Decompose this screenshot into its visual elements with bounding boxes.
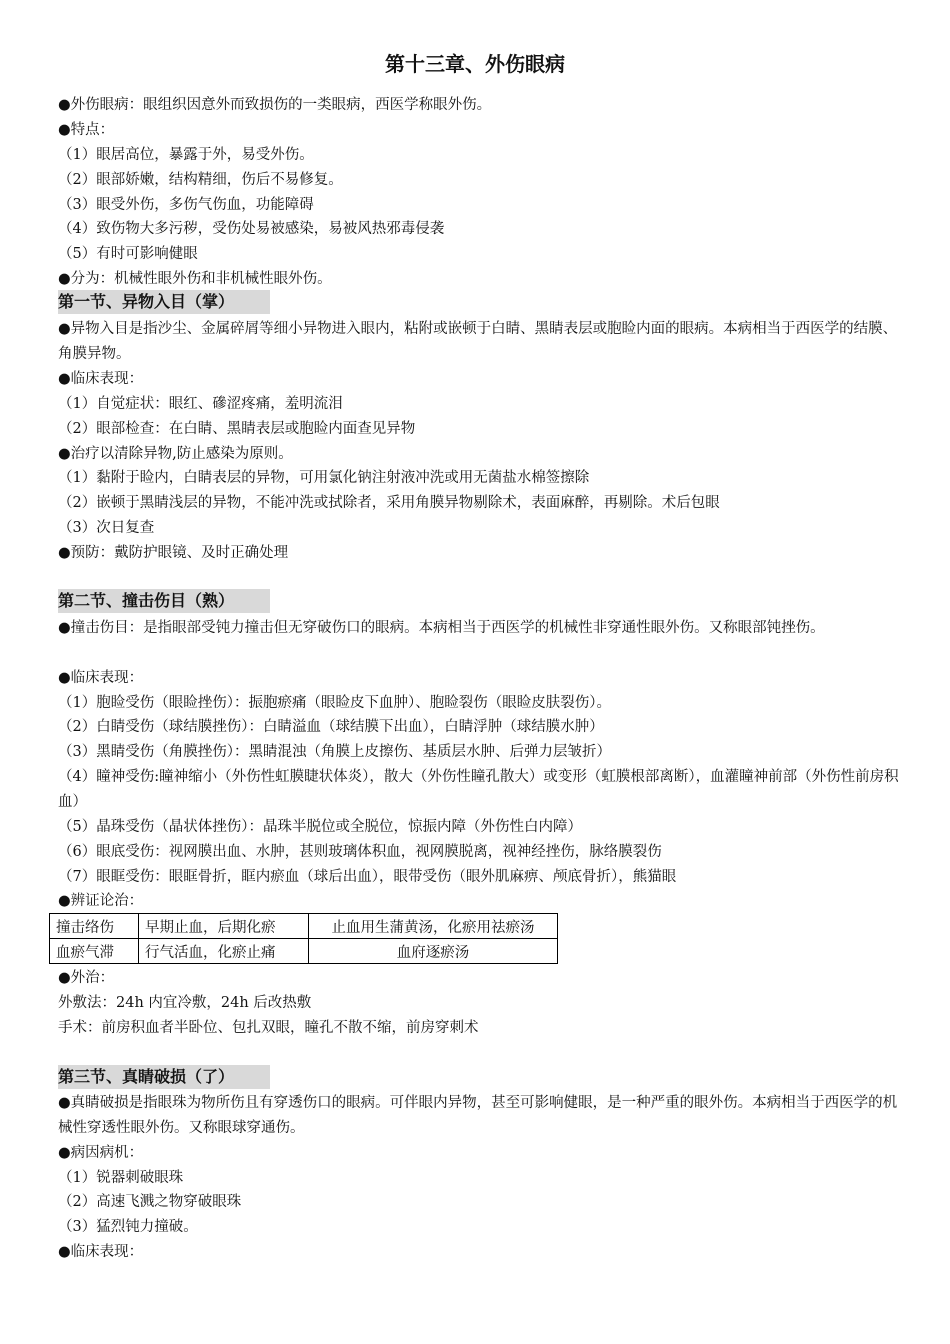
intro-line: （5）有时可影响健眼 [58, 246, 198, 262]
intro-line: ●分为：机械性眼外伤和非机械性眼外伤。 [58, 271, 332, 287]
section-line: （1）锐器刺破眼珠 [58, 1170, 184, 1186]
intro-line: ●外伤眼病：眼组织因意外而致损伤的一类眼病，西医学称眼外伤。 [58, 97, 492, 113]
section-line: ●预防：戴防护眼镜、及时正确处理 [58, 545, 289, 561]
section-heading: 第三节、真睛破损（了） [58, 1065, 270, 1089]
section-line: （2）高速飞溅之物穿破眼珠 [58, 1194, 242, 1210]
section-line: ●临床表现： [58, 670, 144, 686]
intro-line: （3）眼受外伤，多伤气伤血，功能障碍 [58, 197, 314, 213]
intro-line: （4）致伤物大多污秽，受伤处易被感染，易被风热邪毒侵袭 [58, 221, 445, 237]
section-line: ●治疗以清除异物,防止感染为原则。 [58, 446, 293, 462]
intro-line: （2）眼部娇嫩，结构精细，伤后不易修复。 [58, 172, 343, 188]
table-row [50, 939, 558, 964]
section-line: ●外治： [58, 970, 115, 986]
section-line: （1）自觉症状：眼红、磣涩疼痛，羞明流泪 [58, 396, 343, 412]
section-line: ●病因病机： [58, 1145, 144, 1161]
section-line: ●临床表现： [58, 371, 144, 387]
section-definition: ●撞击伤目：是指眼部受钝力撞击但无穿破伤口的眼病。本病相当于西医学的机械性非穿通性眼外伤。又称眼部钝挫伤。 [58, 620, 825, 636]
section-line: （7）眼眶受伤：眼眶骨折，眶内瘀血（球后出血），眼带受伤（眼外肌麻痹、颅底骨折），熊猫眼 [58, 869, 677, 885]
intro-line: ●特点： [58, 122, 115, 138]
intro-line: （1）眼居高位，暴露于外，易受外伤。 [58, 147, 314, 163]
section-line: （5）晶珠受伤（晶状体挫伤）：晶珠半脱位或全脱位，惊振内障（外伤性白内障） [58, 819, 582, 835]
section-line: （1）胞睑受伤（眼睑挫伤）：振胞瘀痛（眼睑皮下血肿）、胞睑裂伤（眼睑皮肤裂伤）。 [58, 695, 611, 711]
table-cell: 血瘀气滞 [50, 939, 139, 964]
section-line: （2）白睛受伤（球结膜挫伤）：白睛溢血（球结膜下出血），白睛浮肿（球结膜水肿） [58, 719, 604, 735]
section-line: （3）黑睛受伤（角膜挫伤）：黑睛混浊（角膜上皮擦伤、基质层水肿、后弹力层皱折） [58, 744, 611, 760]
section-line: 外敷法：24h 内宜冷敷，24h 后改热敷 [58, 995, 312, 1011]
table-cell: 血府逐瘀汤 [309, 939, 558, 964]
table-cell: 早期止血，后期化瘀 [139, 914, 309, 939]
section-line: （4）瞳神受伤:瞳神缩小（外伤性虹膜睫状体炎），散大（外伤性瞳孔散大）或变形（虹膜根部离断），血灌瞳神前部（外伤性前房积血） [58, 769, 899, 810]
section-line: （6）眼底受伤：视网膜出血、水肿，甚则玻璃体积血，视网膜脱离，视神经挫伤，脉络膜裂伤 [58, 844, 662, 860]
section-line: 手术：前房积血者半卧位、包扎双眼，瞳孔不散不缩，前房穿刺术 [58, 1020, 479, 1036]
section-definition: ●真睛破损是指眼珠为物所伤且有穿透伤口的眼病。可伴眼内异物，甚至可影响健眼，是一种严重的眼外伤。本病相当于西医学的机械性穿透性眼外伤。又称眼球穿通伤。 [58, 1095, 898, 1136]
section-line: ●辨证论治： [58, 893, 144, 909]
page-title: 第十三章、外伤眼病 [385, 52, 565, 76]
section-line: （1）黏附于睑内，白睛表层的异物，可用氯化钠注射液冲洗或用无菌盐水棉签擦除 [58, 470, 590, 486]
table-cell: 撞击络伤 [50, 914, 139, 939]
table-cell: 止血用生蒲黄汤，化瘀用祛瘀汤 [309, 914, 558, 939]
section-line: ●临床表现： [58, 1244, 144, 1260]
syndrome-treatment-table [49, 913, 558, 964]
section-heading: 第二节、撞击伤目（熟） [58, 589, 270, 613]
section-line: （3）次日复查 [58, 520, 155, 536]
section-definition: ●异物入目是指沙尘、金属碎屑等细小异物进入眼内，粘附或嵌顿于白睛、黑睛表层或胞睑内面的眼病。本病相当于西医学的结膜、角膜异物。 [58, 321, 898, 362]
table-row [50, 914, 558, 939]
section-heading: 第一节、异物入目（掌） [58, 290, 270, 314]
section-line: （2）眼部检查：在白睛、黑睛表层或胞睑内面查见异物 [58, 421, 416, 437]
table-cell: 行气活血，化瘀止痛 [139, 939, 309, 964]
section-line: （3）猛烈钝力撞破。 [58, 1219, 198, 1235]
section-line: （2）嵌顿于黑睛浅层的异物，不能冲洗或拭除者，采用角膜异物剔除术，表面麻醉，再剔除。术后包眼 [58, 495, 720, 511]
